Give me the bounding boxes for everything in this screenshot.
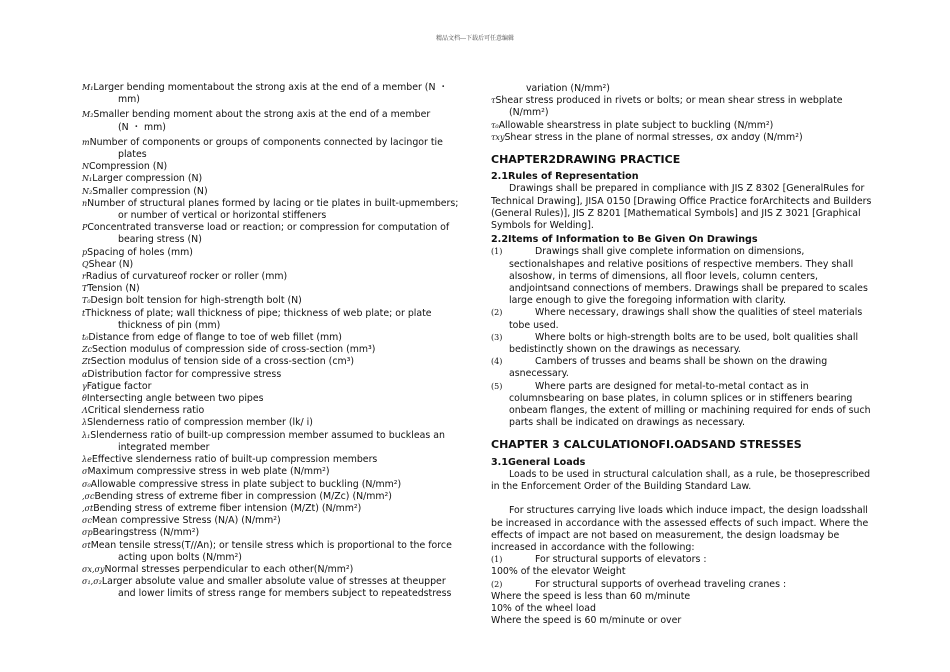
symbol-entry <box>82 576 470 600</box>
symbol-description: Fatigue factor <box>86 380 152 392</box>
symbol-entry <box>82 283 470 295</box>
symbol: σt <box>82 540 91 550</box>
symbol-entry <box>82 454 470 466</box>
symbol-entry <box>82 161 470 173</box>
section-2-1-text: Drawings shall be prepared in compliance with JIS Z 8302 [GeneralRules for Technical Drawing], JISA 0150 [Drawing Office Practice forArchitects and Builders (General Rules)], JIS Z 8201 [Mathematical Symbols] and JIS Z 3021 [Graphical Symbols for Welding]. <box>491 183 872 232</box>
item-number: (4) <box>491 357 503 367</box>
symbol-entry <box>82 430 470 454</box>
item-text-cont: tobe used. <box>509 319 559 331</box>
symbol-entry <box>82 173 470 185</box>
symbol: t₀ <box>82 333 89 343</box>
symbol-description-cont: mm) <box>118 94 140 106</box>
symbol: T <box>82 284 88 294</box>
item-text: Where bolts or high-strength bolts are to be used, bolt qualities shall <box>535 331 859 343</box>
symbol-entry <box>82 344 470 356</box>
section-2-1-title: 2.1Rules of Representation <box>491 171 639 183</box>
symbol-entry <box>82 417 470 429</box>
symbol: σ₀ <box>82 479 91 489</box>
symbol-description: Design bolt tension for high-strength bolt (N) <box>90 295 302 307</box>
drawing-info-item <box>491 356 877 380</box>
symbol-description: Allowable compressive stress in plate subject to buckling (N/mm²) <box>90 478 402 490</box>
symbol-entry <box>82 503 470 515</box>
symbol-entry <box>82 393 470 405</box>
symbol-entry <box>82 527 470 539</box>
item-text-cont: bedistinctly shown on the drawings as necessary. <box>509 344 741 356</box>
symbol-description-cont: thickness of pin (mm) <box>118 319 221 331</box>
symbol: θ <box>82 394 87 404</box>
item-number: (1) <box>491 247 503 257</box>
symbol-entry <box>82 198 470 222</box>
section-2-2-title: 2.2Items of Information to Be Given On Drawings <box>491 234 758 246</box>
symbol-description: Bending stress of extreme fiber intension (M/Zt) (N/mm²) <box>93 502 362 514</box>
symbol-description: Number of structural planes formed by lacing or tie plates in built-upmembers; <box>87 197 459 209</box>
symbol-description-cont: (N ・ mm) <box>118 121 166 133</box>
symbol-entry <box>491 120 877 132</box>
symbol-description: Concentrated transverse load or reaction; or compression for computation of <box>87 222 450 234</box>
symbol-entry <box>82 491 470 503</box>
symbol-entry <box>82 381 470 393</box>
symbol-entry <box>82 564 470 576</box>
item-number: (5) <box>491 381 503 391</box>
section-3-1-text: Loads to be used in structural calculation shall, as a rule, be thoseprescribed in the Enforcement Order of the Building Standard Law. <box>491 468 871 493</box>
symbol: T₀ <box>82 296 91 306</box>
symbol-description: Larger absolute value and smaller absolute value of stresses at theupper <box>101 576 446 588</box>
symbol-description: Mean tensile stress(T//An); or tensile stress which is proportional to the force <box>90 539 452 551</box>
symbol: N <box>82 162 89 172</box>
symbol-entry <box>82 332 470 344</box>
symbol-entry <box>82 109 470 133</box>
symbol-description: Slenderness ratio of built-up compression member assumed to buckleas an <box>90 429 445 441</box>
symbol: σp <box>82 528 93 538</box>
drawing-info-item <box>491 332 877 356</box>
symbol-description: Shear stress produced in rivets or bolts; or mean shear stress in webplate <box>495 95 843 107</box>
item-text: Where parts are designed for metal-to-metal contact as in <box>535 380 809 392</box>
symbol: α <box>82 369 88 379</box>
symbol: m <box>82 137 90 147</box>
symbol-description-cont: or number of vertical or horizontal stiffeners <box>118 210 327 222</box>
symbol: N₁ <box>82 174 93 184</box>
symbol-description-cont: bearing stress (N) <box>118 234 202 246</box>
symbol: σx,σy <box>82 564 105 574</box>
item-number: (2) <box>491 579 503 589</box>
symbol: Λ <box>82 406 88 416</box>
section-3-1-text-2: For structures carrying live loads which induce impact, the design loadsshall be increased in accordance with the assessed effects of such impact. Where the effects of impact are not based on measurement, the design loadsmay be increased in accordance with the following: <box>491 505 869 553</box>
right-column <box>491 83 877 627</box>
chapter-3-title: CHAPTER 3 CALCULATIONOFI.OADSAND STRESSES <box>491 438 802 452</box>
load-item-2 <box>491 579 877 591</box>
symbol: τxy <box>491 132 505 142</box>
symbol-description: Shear stress in the plane of normal stresses, σx andσy (N/mm²) <box>504 131 803 143</box>
symbol-description: Bending stress of extreme fiber in compression (M/Zc) (N/mm²) <box>94 490 392 502</box>
symbol-description: Mean compressive Stress (N/A) (N/mm²) <box>91 515 281 527</box>
item-text-cont: asnecessary. <box>509 368 569 380</box>
symbol: n <box>82 198 88 208</box>
symbol-description: Thickness of plate; wall thickness of pipe; thickness of web plate; or plate <box>85 307 432 319</box>
symbol-entry <box>82 369 470 381</box>
symbol-entry <box>82 405 470 417</box>
symbol-description: Smaller bending moment about the strong axis at the end of a member <box>93 109 431 121</box>
symbol-description: Critical slenderness ratio <box>87 405 205 417</box>
symbol-description: Section modulus of tension side of a cross-section (cm³) <box>90 356 355 368</box>
symbol-description: Smaller compression (N) <box>92 185 208 197</box>
symbol: σc <box>82 516 92 526</box>
symbol: Zc <box>82 345 93 355</box>
symbol-description: Shear (N) <box>88 258 134 270</box>
item-text: For structural supports of elevators : <box>535 554 707 566</box>
symbol: ,σt <box>82 503 94 513</box>
symbol-entry <box>82 137 470 161</box>
item-text: Cambers of trusses and beams shall be shown on the drawing <box>535 356 828 368</box>
symbol: τ <box>491 96 496 106</box>
symbol-description-cont: (N/mm²) <box>509 107 549 119</box>
symbol-description: Tension (N) <box>87 283 140 295</box>
item-number: (1) <box>491 555 503 565</box>
symbol-description: Section modulus of compression side of cross-section (mm³) <box>92 344 376 356</box>
symbol-description: Distribution factor for compressive stress <box>87 368 282 380</box>
symbol: t <box>82 308 86 318</box>
symbol-description-cont: and lower limits of stress range for members subject to repeatedstress <box>118 588 452 600</box>
symbol-entry <box>82 82 470 106</box>
page-header: 精品文档---下载后可任意编辑 <box>435 35 515 42</box>
item-number: (2) <box>491 308 503 318</box>
load-item-2-c: Where the speed is 60 m/minute or over <box>491 615 682 627</box>
item-text: For structural supports of overhead traveling cranes : <box>535 578 787 590</box>
symbol: τ₀ <box>491 120 499 130</box>
symbol-list <box>82 82 470 601</box>
tau-symbols <box>491 95 877 144</box>
item-text-cont: columnsbearing on base plates, in column splices or in stiffeners bearing onbeam flanges, the extent of milling or machining required for ends of such parts shall be indicated on drawings as necessary. <box>509 392 871 429</box>
symbol-description-cont: integrated member <box>118 441 210 453</box>
symbol: ,σc <box>82 491 95 501</box>
symbol-entry <box>82 247 470 259</box>
symbol-entry <box>82 271 470 283</box>
symbol-description: Larger bending momentabout the strong axis at the end of a member (N ・ <box>93 82 448 93</box>
symbol: p <box>82 247 88 257</box>
symbol: λ₁ <box>82 430 91 440</box>
symbol-description: Intersecting angle between two pipes <box>86 393 264 405</box>
symbol-entry <box>491 95 877 119</box>
symbol-entry <box>82 259 470 271</box>
symbol-description: Allowable shearstress in plate subject to buckling (N/mm²) <box>498 119 774 131</box>
load-item-1-value: 100% of the elevator Weight <box>491 566 626 578</box>
symbol: M₂ <box>82 110 94 120</box>
symbol-entry <box>82 479 470 491</box>
symbol: γ <box>82 381 87 391</box>
symbol-entry <box>82 356 470 368</box>
symbol-entry <box>82 222 470 246</box>
symbol-description: Spacing of holes (mm) <box>87 246 193 258</box>
symbol: Zt <box>82 357 91 367</box>
symbol-description: Radius of curvatureof rocker or roller (mm) <box>85 271 288 283</box>
load-item-2-a: Where the speed is less than 60 m/minute <box>491 590 691 602</box>
symbol-description: Maximum compressive stress in web plate (N/mm²) <box>87 466 330 478</box>
load-item-2-b: 10% of the wheel load <box>491 602 596 614</box>
symbol-description-cont: plates <box>118 149 147 161</box>
symbol: σ <box>82 467 88 477</box>
symbol-description: Larger compression (N) <box>92 173 203 185</box>
symbol-description: Number of components or groups of components connected by lacingor tie <box>89 136 443 148</box>
symbol-description: Effective slenderness ratio of built-up compression members <box>91 454 378 466</box>
load-item-1 <box>491 554 877 566</box>
symbol-entry <box>82 515 470 527</box>
symbol-description: Slenderness ratio of compression member (lk/ i) <box>87 417 313 429</box>
drawing-info-item <box>491 381 877 430</box>
drawing-info-item <box>491 307 877 331</box>
item-text-cont: sectionalshapes and relative positions of respective members. They shall alsoshow, in terms of dimensions, all floor levels, column centers, andjointsand connections of members. Drawings shall be prepared to scales large enough to give the foregoing information with clarity. <box>509 258 868 307</box>
symbol: N₂ <box>82 186 93 196</box>
symbol-description-cont: acting upon bolts (N/mm²) <box>118 551 242 563</box>
symbol-entry <box>82 295 470 307</box>
item-text: Where necessary, drawings shall show the qualities of steel materials <box>535 307 863 319</box>
symbol-entry <box>82 466 470 478</box>
symbol-description: Compression (N) <box>89 161 168 173</box>
symbol-description: Normal stresses perpendicular to each other(N/mm²) <box>104 563 354 575</box>
symbol: λ <box>82 418 88 428</box>
drawing-info-item <box>491 246 877 307</box>
continued-line: variation (N/mm²) <box>526 83 610 94</box>
symbol-description: Distance from edge of flange to toe of web fillet (mm) <box>88 332 342 344</box>
section-3-1-title: 3.1General Loads <box>491 456 586 468</box>
symbol: Q <box>82 259 89 269</box>
symbol-entry <box>82 540 470 564</box>
symbol-entry <box>82 308 470 332</box>
symbol: σ₁,σ₂ <box>82 577 102 587</box>
item-number: (3) <box>491 332 503 342</box>
symbol-description: Bearingstress (N/mm²) <box>92 527 200 539</box>
item-text: Drawings shall give complete information on dimensions, <box>535 246 805 258</box>
chapter-2-title: CHAPTER2DRAWING PRACTICE <box>491 153 681 167</box>
symbol: P <box>82 223 88 233</box>
symbol-entry <box>491 132 877 144</box>
symbol: M₁ <box>82 83 94 92</box>
symbol-entry <box>82 186 470 198</box>
section-2-2-items <box>491 246 877 429</box>
symbol: r <box>82 272 86 282</box>
symbol: λe <box>82 455 92 465</box>
